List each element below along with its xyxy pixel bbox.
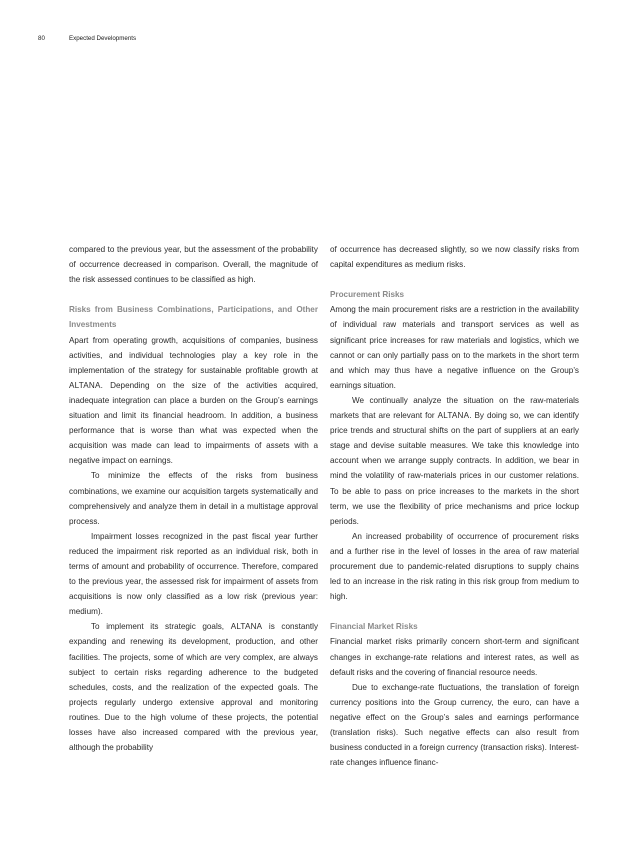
section-title: Expected Developments xyxy=(69,35,137,42)
running-header xyxy=(38,35,136,42)
paragraph: To implement its strategic goals, ALTANA is constantly expanding and renewing its development, production, and other facilities. The projects, some of which are very complex, are always subject to certain risks regarding adherence to the budgeted schedules, costs, and the realization of the expected goals. The projects regularly undergo extensive approval and monitoring routines. Due to the high volume of these projects, the potential losses have also increased compared with the previous year, although the probability xyxy=(69,622,319,753)
paragraph: An increased probability of occurrence of procurement risks and a further rise in the level of losses in the area of raw material procurement due to pandemic-related disruptions to supply chains led to an increase in the risk rating in this risk group from medium to high. xyxy=(330,531,579,602)
brand-name: ALTANA xyxy=(437,411,470,421)
paragraph: Apart from operating growth, acquisitions of companies, business activities, and individual technologies play a key role in the implementation of the strategy for sustainable profitable growth at ALTANA. Depending on the size of the activities acquired, inadequate integration can place a burden on the Group’s earnings situation and limit its financial headroom. In addition, a business performance that is worse than what was expected when the acquisition was made can lead to impairments of assets with a negative impact on earnings. xyxy=(69,335,318,466)
paragraph: Financial market risks primarily concern short-term and significant changes in exchange-rate relations and interest rates, as well as default risks and the covering of financial resource needs. xyxy=(330,637,579,677)
paragraph: Due to exchange-rate fluctuations, the translation of foreign currency positions into the Group currency, the euro, can have a negative effect on the Group’s sales and earnings performance (translation risks). Such negative effects can also result from business conducted in a foreign currency (transaction risks). Interest-rate changes influence financ- xyxy=(330,682,579,768)
paragraph: compared to the previous year, but the assessment of the probability of occurrence decreased in comparison. Overall, the magnitude of the risk assessed continues to be classified as high. xyxy=(69,245,318,285)
paragraph: We continually analyze the situation on the raw-materials markets that are relevant for ALTANA. By doing so, we can identify price trends and structural shifts on the part of suppliers at an early stage and devise suitable measures. We take this knowledge into account when we arrange supply contracts. In addition, we bear in mind the volatility of raw-materials prices in our customer relations. To be able to pass on price increases to the markets in the short term, we use the flexibility of price mechanisms and price lockup periods. xyxy=(330,395,579,526)
paragraph: To minimize the effects of the risks from business combinations, we examine our acquisition targets systematically and comprehensively and analyze them in detail in a multistage approval process. xyxy=(69,471,318,526)
section-heading-procurement-risks: Procurement Risks xyxy=(330,290,405,300)
page-number: 80 xyxy=(38,35,45,42)
right-column xyxy=(330,242,579,770)
left-column xyxy=(69,242,318,755)
paragraph: Among the main procurement risks are a restriction in the availability of individual raw materials and transport services as well as significant price increases for raw materials and logistics, which we cannot or can only partially pass on to the markets in the short term and which may thus have a negative influence on the Group’s earnings situation. xyxy=(330,305,579,390)
brand-name: ALTANA xyxy=(69,380,101,390)
section-heading-financial-market-risks: Financial Market Risks xyxy=(330,622,418,632)
section-heading-business-combinations: Risks from Business Combinations, Participations, and Other Investments xyxy=(69,305,318,330)
brand-name: ALTANA xyxy=(230,622,263,632)
paragraph: Impairment losses recognized in the past fiscal year further reduced the impairment risk reported as an individual risk, both in terms of amount and probability of occurrence. Therefore, compared to the previous year, the assessed risk for impairment of assets from acquisitions is now only classified as a low risk (previous year: medium). xyxy=(69,531,318,617)
paragraph: of occurrence has decreased slightly, so we now classify risks from capital expenditures as medium risks. xyxy=(330,245,579,270)
